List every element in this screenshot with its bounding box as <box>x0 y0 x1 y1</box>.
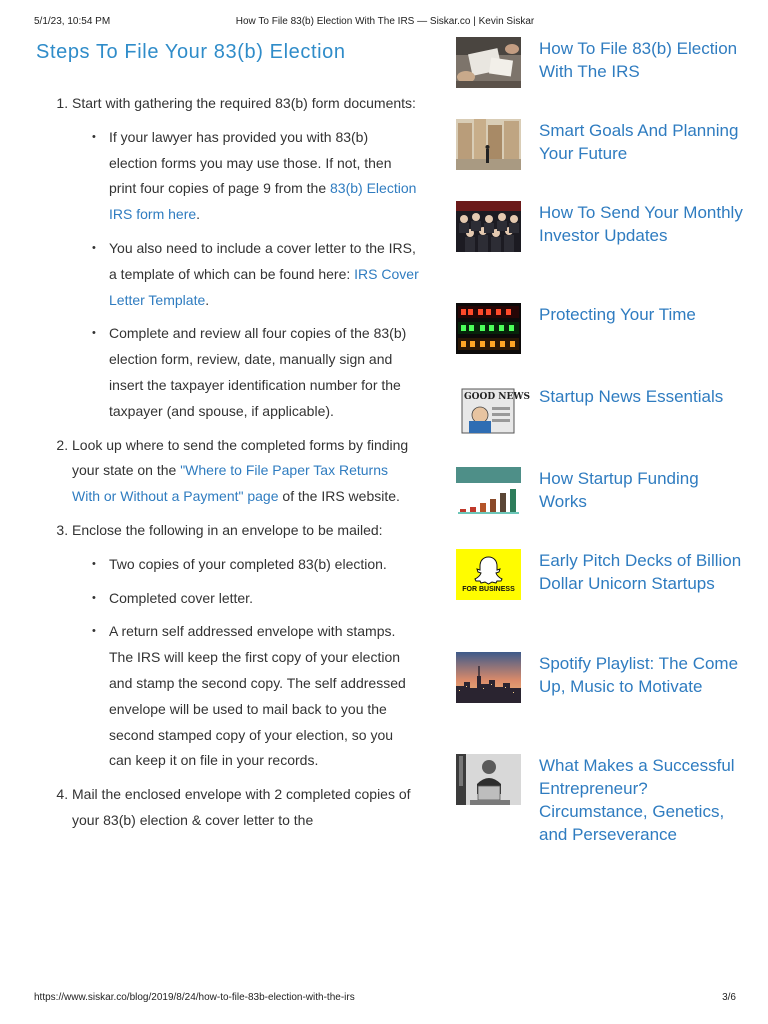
cover-letter-template-link[interactable]: IRS Cover Letter Template <box>109 265 419 308</box>
step-1-bullet-2-end: . <box>205 291 210 308</box>
print-page-title: How To File 83(b) Election With The IRS — Siskar.co | Kevin Siskar <box>235 16 535 27</box>
related-post-title[interactable]: Smart Goals And Planning Your Future <box>539 121 739 163</box>
buildings-thumbnail[interactable] <box>456 119 521 170</box>
step-3-bullet-1: • Two copies of your completed 83(b) election. <box>109 552 419 578</box>
funding-chart-thumbnail[interactable] <box>456 467 521 518</box>
print-url: https://www.siskar.co/blog/2019/8/24/how-to-file-83b-election-with-the-irs <box>34 992 355 1003</box>
section-heading: Steps To File Your 83(b) Election <box>36 41 346 63</box>
step-2-text: Look up where to send the completed forms by finding your state on the <box>72 436 409 479</box>
step-3-bullet-2: • Completed cover letter. <box>109 586 419 612</box>
step-1-text: Start with gathering the required 83(b) form documents: <box>72 95 416 111</box>
group-on-stage-thumbnail[interactable] <box>456 201 521 252</box>
print-header <box>34 16 736 30</box>
step-3 <box>72 518 419 774</box>
step-3-text: Enclose the following in an envelope to be mailed: <box>72 521 383 538</box>
snapchat-thumbnail[interactable] <box>456 549 521 600</box>
svg-text:GOOD NEWS: GOOD NEWS <box>464 392 530 402</box>
step-1-bullet-2-text: You also need to include a cover letter to the IRS, a template of which can be found here: <box>109 239 416 282</box>
step-4 <box>72 782 419 834</box>
step-1-bullet-2 <box>109 236 419 313</box>
steps-list <box>34 91 419 834</box>
step-1-bullet-1-end: . <box>196 206 201 223</box>
related-post-title[interactable]: Protecting Your Time <box>539 305 696 324</box>
step-1-bullet-3: • Complete and review all four copies of the 83(b) election form, review, date, manually sign and insert the taxpayer identification number for the taxpayer (and spouse, if applicable). <box>109 321 419 424</box>
related-post-title[interactable]: Spotify Playlist: The Come Up, Music to Motivate <box>539 654 739 696</box>
for-business-caption: FOR BUSINESS <box>462 586 515 593</box>
step-2 <box>72 433 419 510</box>
related-post-title[interactable]: Startup News Essentials <box>539 387 724 406</box>
desk-paperwork-thumbnail[interactable] <box>456 37 521 88</box>
step-3-sublist <box>72 552 419 774</box>
step-3-bullet-3: • A return self addressed envelope with stamps. The IRS will keep the first copy of your election and stamp the second copy. The self addressed envelope will be used to mail back to you the second stamped copy of your election, so you can keep it on file in your records. <box>109 619 419 774</box>
irs-form-link[interactable]: 83(b) Election IRS form here <box>109 180 417 223</box>
related-post-title[interactable]: Early Pitch Decks of Billion Dollar Unicorn Startups <box>539 551 742 593</box>
step-2-end: of the IRS website. <box>278 488 400 505</box>
article <box>34 36 419 842</box>
step-1 <box>72 91 419 425</box>
related-post-title[interactable]: How Startup Funding Works <box>539 469 699 511</box>
print-page-number: 3/6 <box>722 992 736 1003</box>
step-1-bullet-1-text: If your lawyer has provided you with 83(b) election forms you may use those. If not, then print four copies of page 9 from the <box>109 128 392 197</box>
step-4-text: Mail the enclosed envelope with 2 completed copies of your 83(b) election & cover letter to the <box>72 786 411 828</box>
city-skyline-thumbnail[interactable] <box>456 652 521 703</box>
related-post-title[interactable]: What Makes a Successful Entrepreneur? Circumstance, Genetics, and Perseverance <box>539 756 735 844</box>
related-post-title[interactable]: How To Send Your Monthly Investor Updates <box>539 203 743 245</box>
good-news-cartoon-thumbnail[interactable] <box>456 385 530 436</box>
print-date: 5/1/23, 10:54 PM <box>34 16 111 27</box>
step-1-sublist <box>72 125 419 425</box>
print-footer <box>34 992 736 1006</box>
where-to-file-link[interactable]: "Where to File Paper Tax Returns With or Without a Payment" page <box>72 462 388 505</box>
led-clock-thumbnail[interactable] <box>456 303 521 354</box>
related-post-title[interactable]: How To File 83(b) Election With The IRS <box>539 39 738 81</box>
man-with-laptop-thumbnail[interactable] <box>456 754 521 805</box>
step-1-bullet-1 <box>109 125 419 228</box>
